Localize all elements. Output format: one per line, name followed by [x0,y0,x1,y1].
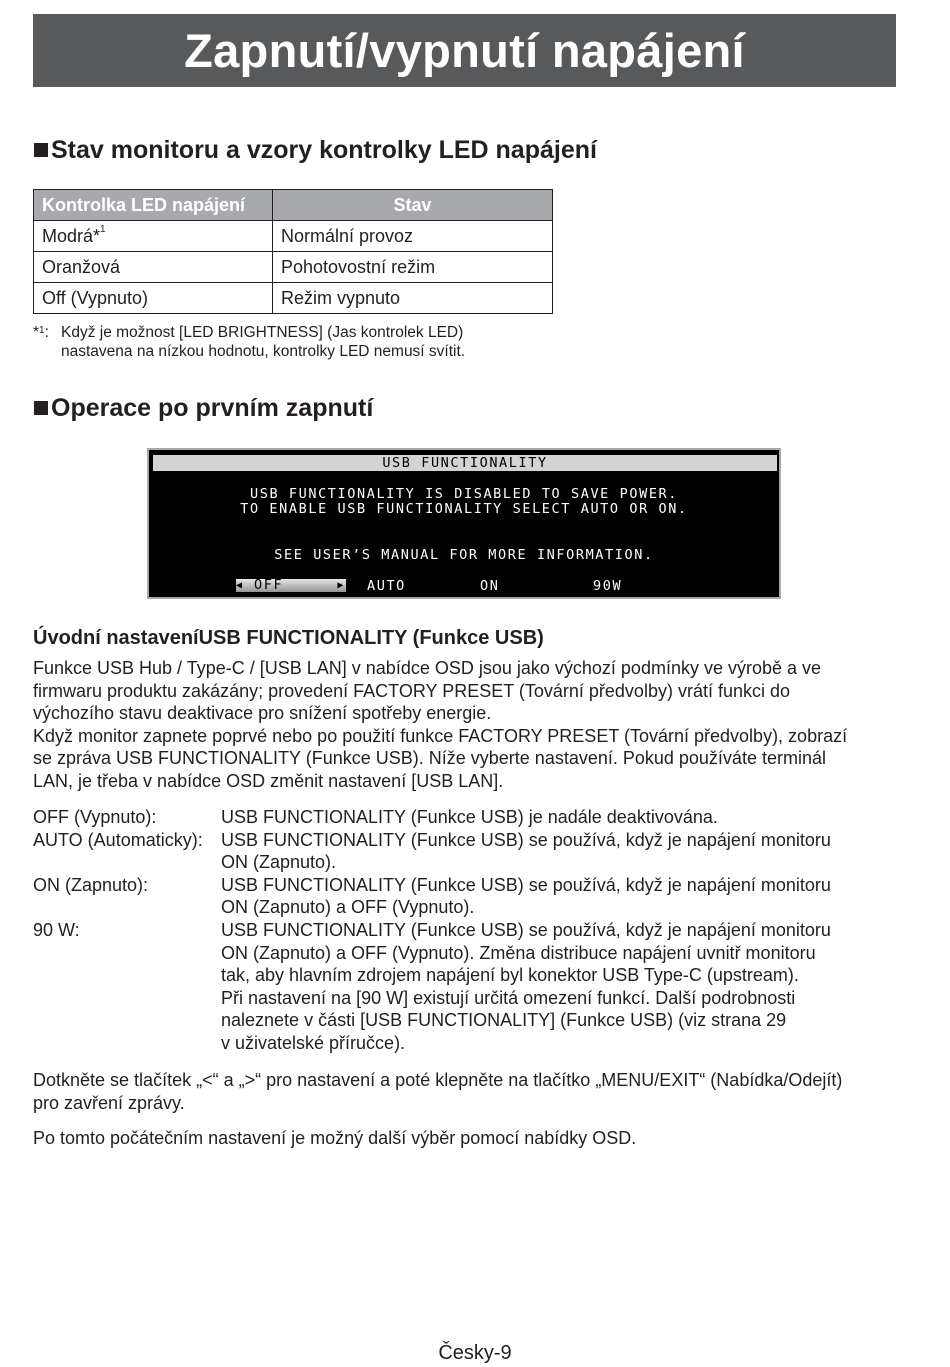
table-header-state: Stav [273,190,553,221]
list-item [33,806,881,829]
paragraph-buttons: Dotkněte se tlačítek „<“ a „>“ pro nastavení a poté klepněte na tlačítko „MENU/EXIT“ (Nabídka/Odejít) pro zavření zprávy. [33,1070,843,1113]
square-bullet-icon [34,401,48,415]
osd-option-auto[interactable]: AUTO [367,578,406,594]
page-title: Zapnutí/vypnutí napájení [33,14,896,87]
led-status-table [33,189,553,314]
table-cell-led: Oranžová [34,252,273,283]
page-number: Česky-9 [438,1342,512,1364]
osd-message-line-3: SEE USER’S MANUAL FOR MORE INFORMATION. [274,547,654,563]
section-heading-led-text: Stav monitoru a vzory kontrolky LED napájení [51,136,597,164]
paragraph-intro: Funkce USB Hub / Type-C / [USB LAN] v nabídce OSD jsou jako výchozí podmínky ve výrobě a ve firmwaru produktu zakázány; provedení FACTORY PRESET (Tovární předvolby) vrátí funkci do výchozího stavu deaktivace pro snížení spotřeby energie. Když monitor zapnete poprvé nebo po použití funkce FACTORY PRESET (Tovární předvolby), zobrazí se zpráva USB FUNCTIONALITY (Funkce USB). Níže vyberte nastavení. Pokud používáte terminál LAN, je třeba v nabídce OSD změnit nastavení [USB LAN]. [33,658,848,791]
table-row [34,283,553,314]
table-header-row [34,190,553,221]
osd-message-line-1: USB FUNCTIONALITY IS DISABLED TO SAVE POWER. [249,486,679,502]
table-header-led: Kontrolka LED napájení [34,190,273,221]
definition-term: OFF (Vypnuto): [33,807,157,827]
section-heading-operation [34,393,373,423]
table-footnote [33,323,465,361]
arrow-left-icon: ◀ [236,580,244,591]
list-item [33,874,881,919]
osd-option-on[interactable]: ON [480,578,500,594]
osd-title: USB FUNCTIONALITY [153,455,777,471]
arrow-right-icon: ▶ [337,580,345,591]
definition-term: AUTO (Automaticky): [33,829,203,850]
table-cell-led: Modrá*$^1$ [34,221,273,252]
table-cell-led: Off (Vypnuto) [34,283,273,314]
footnote-mark: *$^1$: [33,324,49,341]
section-heading-led [34,135,597,165]
table-row [34,252,553,283]
osd-message-line-2: TO ENABLE USB FUNCTIONALITY SELECT AUTO OR ON. [240,501,688,517]
paragraph-osd: Po tomto počátečním nastavení je možný další výběr pomocí nabídky OSD. [33,1128,637,1148]
definition-desc: USB FUNCTIONALITY (Funkce USB) je nadále deaktivována. [221,807,718,827]
table-cell-state: Režim vypnuto [273,283,553,314]
osd-screen [147,448,781,599]
square-bullet-icon [34,143,48,157]
table-cell-state: Normální provoz [273,221,553,252]
section-heading-operation-text: Operace po prvním zapnutí [51,394,374,422]
table-cell-state: Pohotovostní režim [273,252,553,283]
osd-option-90w[interactable]: 90W [593,578,623,594]
list-item [33,919,881,1055]
osd-option-off[interactable]: ◀ OFF ▶ [236,577,345,593]
definition-term: ON (Zapnuto): [33,874,149,895]
definition-term: 90 W: [33,919,80,940]
definition-desc: USB FUNCTIONALITY (Funkce USB) se používá, když je napájení monitoru ON (Zapnuto). [221,829,831,873]
settings-definition-list [33,806,881,1055]
table-row [34,221,553,252]
footnote-line-1: Když je možnost [LED BRIGHTNESS] (Jas kontrolek LED) [61,324,464,341]
definition-desc: USB FUNCTIONALITY (Funkce USB) se používá, když je napájení monitoru ON (Zapnuto) a OFF (Vypnuto). Změna distribuce napájení uvnitř monitoru tak, aby hlavním zdrojem napájení byl konektor USB Type-C (upstream). Při nastavení na [90 W] existují určitá omezení funkcí. Další podrobnosti naleznete v části [USB FUNCTIONALITY] (Funkce USB) (viz strana 29 v uživatelské příručce). [221,919,831,1053]
definition-desc: USB FUNCTIONALITY (Funkce USB) se používá, když je napájení monitoru ON (Zapnuto) a OFF (Vypnuto). [221,874,831,918]
footnote-line-2: nastavena na nízkou hodnotu, kontrolky LED nemusí svítit. [61,343,466,360]
subheading-usb: Úvodní nastaveníUSB FUNCTIONALITY (Funkce USB) [33,627,544,649]
list-item [33,829,881,874]
